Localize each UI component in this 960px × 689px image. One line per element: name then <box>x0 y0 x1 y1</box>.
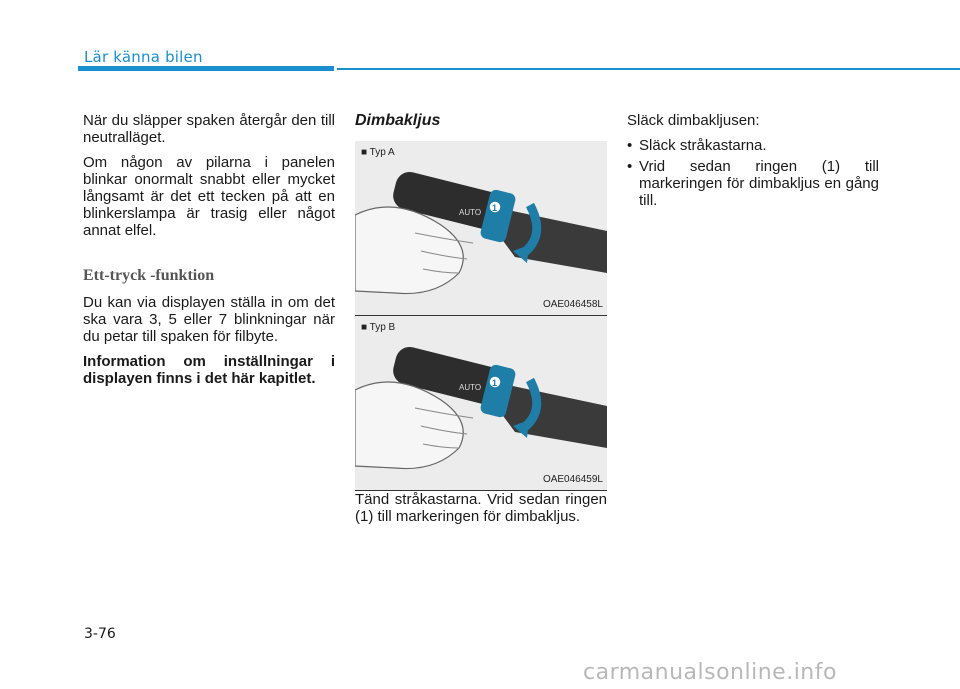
lever-illustration-b <box>355 330 607 480</box>
column-right <box>627 112 879 213</box>
bullet-list <box>627 137 879 209</box>
list-item: • Släck stråkastarna. <box>627 137 879 154</box>
lever-illustration-a <box>355 155 607 305</box>
figure-type-b <box>355 316 607 491</box>
paragraph-arrows: Om någon av pilarna i panelen blinkar onormalt snabbt eller mycket långsamt är det ett tecken på att en blinkerslampa är trasig eller något annat elfel. <box>83 154 335 239</box>
header-rule-thin <box>337 68 960 70</box>
figure-label-a: ■ Typ A <box>361 147 395 158</box>
column-left <box>83 112 335 395</box>
paragraph-release: När du släpper spaken återgår den till neutralläget. <box>83 112 335 146</box>
figure-divider-b <box>355 490 607 491</box>
heading-fog-light: Dimbakljus <box>355 112 441 129</box>
callout-number: 1 <box>492 203 498 213</box>
page-number: 3-76 <box>84 626 116 642</box>
figure-label-b: ■ Typ B <box>361 322 396 333</box>
figure-type-a <box>355 141 607 316</box>
watermark: carmanualsonline.info <box>583 660 837 685</box>
auto-mark: AUTO <box>459 383 482 392</box>
heading-one-touch: Ett-tryck -funktion <box>83 267 215 284</box>
paragraph-turn-off-intro: Släck dimbakljusen: <box>627 112 760 129</box>
paragraph-blinks: Du kan via displayen ställa in om det ska vara 3, 5 eller 7 blinkningar när du petar till spaken för filbyte. <box>83 294 335 345</box>
header-rule-thick <box>78 66 334 71</box>
paragraph-turn-on-fog: Tänd stråkastarna. Vrid sedan ringen (1) till markeringen för dimbakljus. <box>355 491 607 525</box>
auto-mark: AUTO <box>459 208 482 217</box>
callout-number: 1 <box>492 378 498 388</box>
list-item: • Vrid sedan ringen (1) till markeringen för dimbakljus en gång till. <box>627 158 879 209</box>
column-middle <box>355 112 607 533</box>
section-title: Lär känna bilen <box>84 48 203 66</box>
figure-code-b: OAE046459L <box>542 474 603 485</box>
paragraph-settings-info: Information om inställningar i displayen finns i det här kapitlet. <box>83 353 335 387</box>
figure-code-a: OAE046458L <box>542 299 603 310</box>
